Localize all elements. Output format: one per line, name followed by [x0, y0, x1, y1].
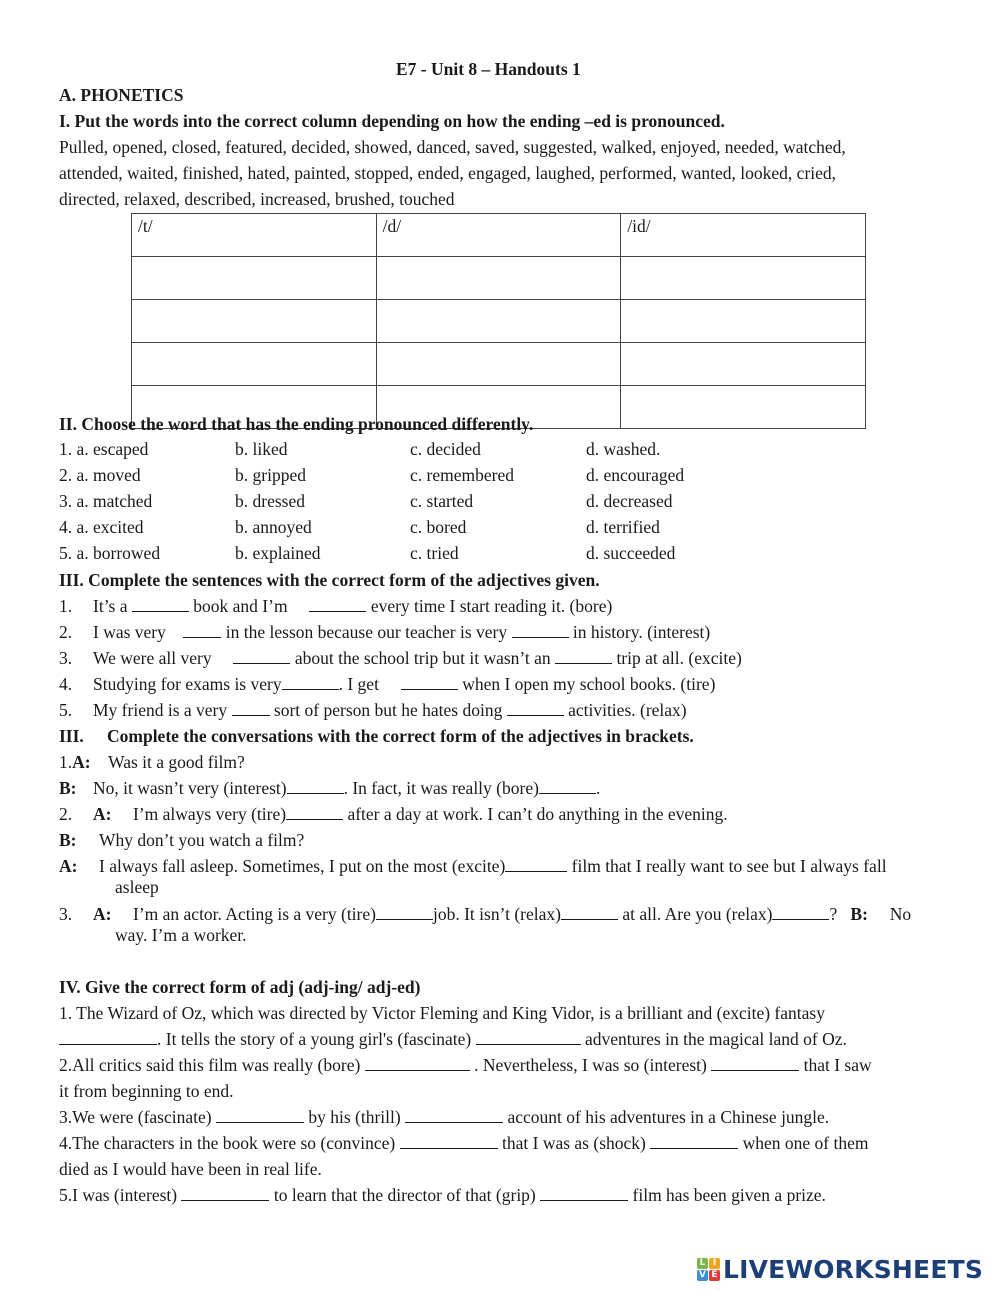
sentence-3: 3. We were all very about the school trip but it wasn’t an trip at all. (excite) — [59, 648, 742, 668]
option-c[interactable]: c. bored — [410, 517, 467, 537]
option-b[interactable]: b. annoyed — [235, 517, 312, 537]
live-icon: L I V E — [697, 1258, 720, 1281]
sentence-5: 5. My friend is a very sort of person but he hates doing activities. (relax) — [59, 700, 687, 720]
answer-blank[interactable] — [561, 903, 618, 920]
sentence-1: 1. It’s a book and I’m every time I start reading it. (bore) — [59, 596, 613, 616]
answer-blank[interactable] — [405, 1106, 503, 1123]
ed-pronunciation-table — [131, 213, 866, 429]
option-b[interactable]: b. explained — [235, 543, 321, 563]
part1-instruction: I. Put the words into the correct column depending on how the ending –ed is pronounced. — [59, 111, 725, 131]
answer-blank[interactable] — [233, 647, 290, 664]
answer-cell[interactable] — [621, 300, 866, 343]
header-t: /t/ — [132, 214, 377, 257]
answer-blank[interactable] — [287, 777, 344, 794]
option-a[interactable]: 4. a. excited — [59, 517, 144, 537]
answer-blank[interactable] — [476, 1028, 581, 1045]
answer-blank[interactable] — [286, 803, 343, 820]
word-list-line: directed, relaxed, described, increased, brushed, touched — [59, 189, 455, 209]
word-list-line: attended, waited, finished, hated, painted, stopped, ended, engaged, laughed, performed, wanted, looked, cried, — [59, 163, 837, 183]
q1-line2: . It tells the story of a young girl's (fascinate) adventures in the magical land of Oz. — [59, 1028, 847, 1050]
option-d[interactable]: d. terrified — [586, 517, 660, 537]
page-title: E7 - Unit 8 – Handouts 1 — [396, 59, 581, 79]
answer-cell[interactable] — [132, 257, 377, 300]
header-id: /id/ — [621, 214, 866, 257]
logo-text: LIVEWORKSHEETS — [723, 1254, 984, 1284]
answer-blank[interactable] — [309, 595, 366, 612]
table-row — [132, 300, 866, 343]
answer-blank[interactable] — [711, 1054, 799, 1071]
option-d[interactable]: d. encouraged — [586, 465, 685, 485]
option-b[interactable]: b. liked — [235, 439, 288, 459]
answer-cell[interactable] — [621, 257, 866, 300]
q4-line2: died as I would have been in real life. — [59, 1159, 322, 1179]
answer-blank[interactable] — [540, 1184, 628, 1201]
sentence-2: 2. I was very in the lesson because our teacher is very in history. (interest) — [59, 622, 711, 642]
part3-instruction: III. Complete the sentences with the correct form of the adjectives given. — [59, 570, 600, 590]
answer-blank[interactable] — [59, 1028, 157, 1045]
answer-blank[interactable] — [400, 1132, 498, 1149]
option-c[interactable]: c. tried — [410, 543, 459, 563]
part4-instruction: IV. Give the correct form of adj (adj-ing/ adj-ed) — [59, 977, 421, 997]
answer-blank[interactable] — [232, 699, 270, 716]
answer-cell[interactable] — [132, 343, 377, 386]
q2-line1: 2.All critics said this film was really (bore) . Nevertheless, I was so (interest) that I saw — [59, 1055, 872, 1075]
part3b-instruction: III. Complete the conversations with the correct form of the adjectives in brackets. — [59, 726, 694, 746]
q3: 3.We were (fascinate) by his (thrill) account of his adventures in a Chinese jungle. — [59, 1107, 830, 1127]
table-row — [132, 257, 866, 300]
q4-line1: 4.The characters in the book were so (convince) that I was as (shock) when one of them — [59, 1133, 869, 1153]
sentence-4: 4. Studying for exams is very . I get when I open my school books. (tire) — [59, 674, 716, 694]
option-c[interactable]: c. started — [410, 491, 474, 511]
q5: 5.I was (interest) to learn that the director of that (grip) film has been given a prize. — [59, 1185, 826, 1205]
option-c[interactable]: c. remembered — [410, 465, 514, 485]
conv3-cont: way. I’m a worker. — [115, 925, 247, 945]
answer-blank[interactable] — [512, 621, 569, 638]
option-d[interactable]: d. succeeded — [586, 543, 676, 563]
option-d[interactable]: d. washed. — [586, 439, 661, 459]
answer-blank[interactable] — [507, 699, 564, 716]
answer-blank[interactable] — [650, 1132, 738, 1149]
part2-instruction: II. Choose the word that has the ending pronounced differently. — [59, 414, 534, 434]
answer-blank[interactable] — [132, 595, 189, 612]
answer-cell[interactable] — [621, 386, 866, 429]
answer-blank[interactable] — [282, 673, 339, 690]
answer-blank[interactable] — [401, 673, 458, 690]
option-b[interactable]: b. gripped — [235, 465, 306, 485]
answer-cell[interactable] — [376, 343, 621, 386]
answer-blank[interactable] — [555, 647, 612, 664]
option-a[interactable]: 1. a. escaped — [59, 439, 149, 459]
option-a[interactable]: 5. a. borrowed — [59, 543, 161, 563]
answer-blank[interactable] — [183, 621, 221, 638]
answer-blank[interactable] — [376, 903, 433, 920]
conv3-a: 3. A: I’m an actor. Acting is a very (tire) job. It isn’t (relax) at all. Are you (relax) ? B: No — [59, 904, 912, 924]
table-header-row — [132, 214, 866, 257]
answer-blank[interactable] — [505, 855, 567, 872]
conv1-a: 1.A: Was it a good film? — [59, 752, 245, 772]
conv2-a: 2. A: I’m always very (tire) after a day at work. I can’t do anything in the evening. — [59, 804, 728, 824]
conv2-a2-cont: asleep — [115, 877, 159, 897]
option-a[interactable]: 2. a. moved — [59, 465, 141, 485]
answer-cell[interactable] — [621, 343, 866, 386]
q1-line1: 1. The Wizard of Oz, which was directed by Victor Fleming and King Vidor, is a brilliant and (excite) fantasy — [59, 1003, 825, 1023]
answer-blank[interactable] — [216, 1106, 304, 1123]
header-d: /d/ — [376, 214, 621, 257]
table-row — [132, 343, 866, 386]
word-list-line: Pulled, opened, closed, featured, decided, showed, danced, saved, suggested, walked, enjoyed, needed, watched, — [59, 137, 846, 157]
conv2-b: B: Why don’t you watch a film? — [59, 830, 305, 850]
conv1-b: B: No, it wasn’t very (interest) . In fact, it was really (bore) . — [59, 778, 601, 798]
liveworksheets-logo — [697, 1254, 983, 1284]
answer-cell[interactable] — [132, 300, 377, 343]
answer-cell[interactable] — [376, 257, 621, 300]
option-d[interactable]: d. decreased — [586, 491, 673, 511]
answer-blank[interactable] — [365, 1054, 470, 1071]
section-a-heading: A. PHONETICS — [59, 85, 184, 105]
option-b[interactable]: b. dressed — [235, 491, 305, 511]
conv2-a2: A: I always fall asleep. Sometimes, I put on the most (excite) film that I really want to see but I always fall — [59, 856, 887, 876]
option-a[interactable]: 3. a. matched — [59, 491, 153, 511]
answer-blank[interactable] — [181, 1184, 269, 1201]
answer-blank[interactable] — [772, 903, 829, 920]
q2-line2: it from beginning to end. — [59, 1081, 234, 1101]
option-c[interactable]: c. decided — [410, 439, 481, 459]
answer-blank[interactable] — [539, 777, 596, 794]
answer-cell[interactable] — [376, 300, 621, 343]
